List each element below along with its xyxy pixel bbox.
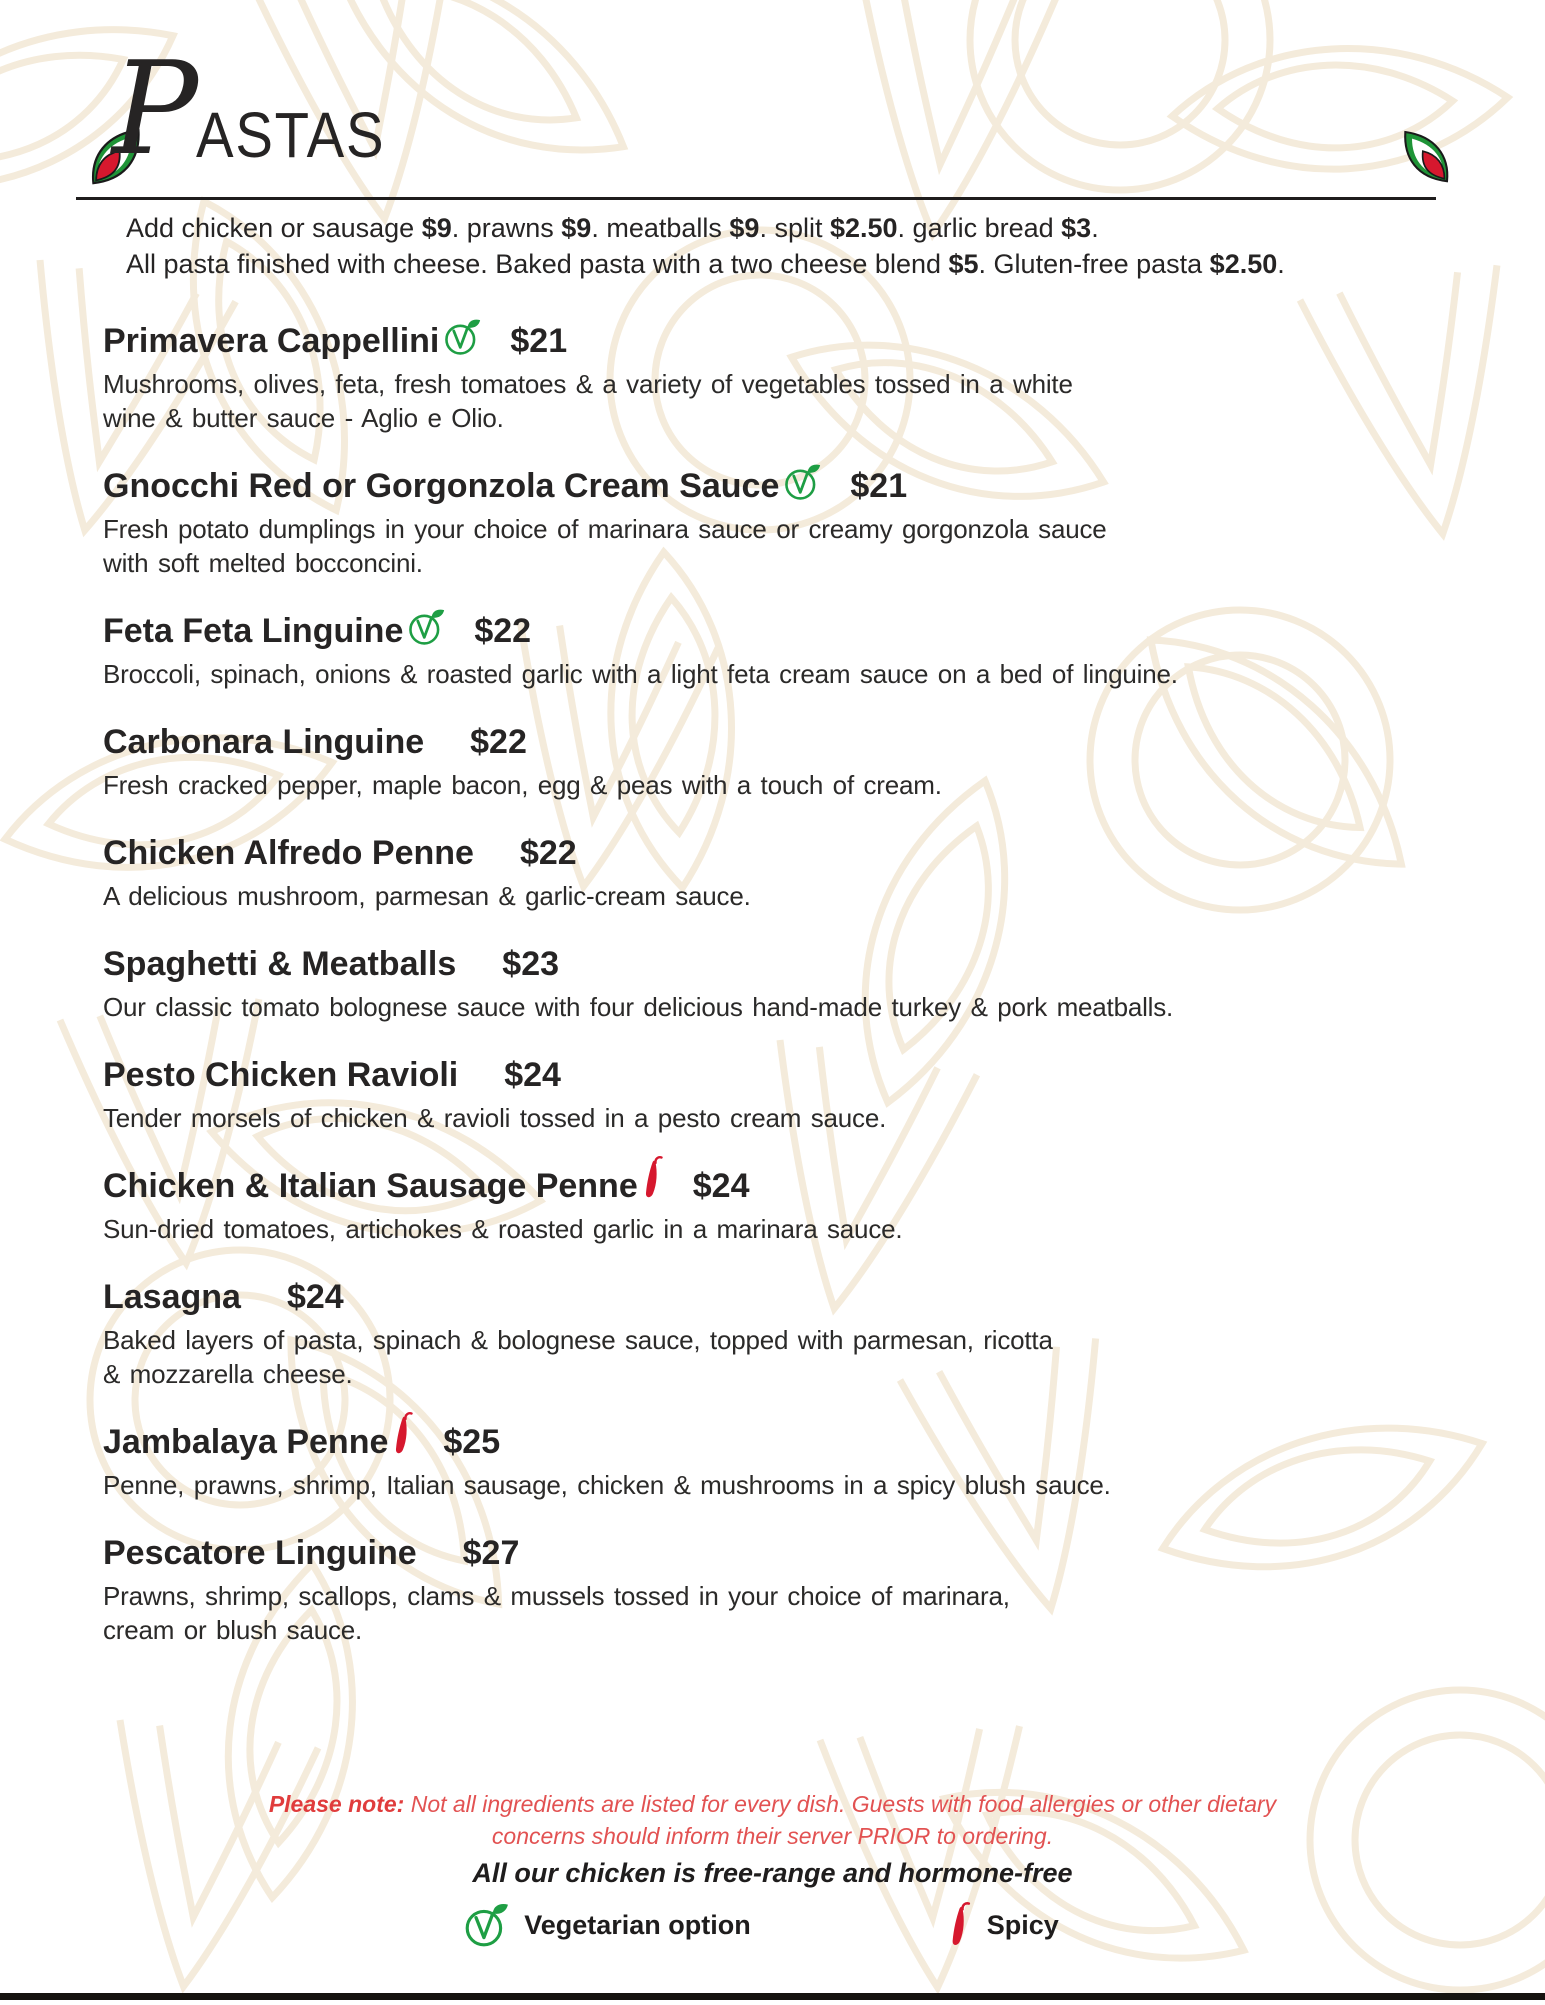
- page-title: ASTAS: [196, 99, 386, 171]
- item-name: Chicken & Italian Sausage Penne: [103, 1166, 638, 1205]
- menu-footer: [0, 1788, 1545, 1949]
- note-text-segment: . Gluten-free pasta: [978, 248, 1210, 279]
- item-description-line: Mushrooms, olives, feta, fresh tomatoes & a variety of vegetables tossed in a white: [103, 369, 1073, 399]
- note-text-segment: Add chicken or sausage: [126, 213, 422, 243]
- item-description: [103, 657, 1178, 691]
- spicy-legend-label: Spicy: [986, 1909, 1059, 1940]
- item-price: $24: [286, 1277, 344, 1316]
- vegetarian-icon: [782, 463, 822, 501]
- menu-item-feta-feta-linguine: [103, 610, 1178, 691]
- item-price: $21: [850, 466, 908, 505]
- item-price: $24: [692, 1166, 750, 1205]
- page-title-script-initial: P: [112, 35, 199, 184]
- item-description-line: with soft melted bocconcini.: [103, 548, 423, 578]
- menu-item-primavera-cappellini: [103, 320, 1163, 435]
- item-price: $25: [443, 1422, 501, 1461]
- item-description-line: Tender morsels of chicken & ravioli tossed in a pesto cream sauce.: [103, 1103, 887, 1133]
- spicy-chili-icon: [643, 1155, 665, 1201]
- note-price-segment: $2.50: [829, 213, 898, 243]
- note-text-segment: . split: [759, 213, 830, 243]
- menu-item-chicken-alfredo-penne: [103, 832, 1163, 913]
- allergy-note-line-2: concerns should inform their server PRIOR to ordering.: [491, 1823, 1054, 1850]
- menu-item-pescatore-linguine: [103, 1532, 1163, 1647]
- item-name: Feta Feta Linguine: [103, 611, 404, 650]
- item-name: Gnocchi Red or Gorgonzola Cream Sauce: [103, 466, 780, 505]
- item-price: $22: [474, 611, 532, 650]
- item-description: [103, 1101, 1163, 1135]
- allergy-note-lead: Please note:: [268, 1791, 405, 1817]
- addons-note-line-1: [126, 211, 1285, 247]
- item-title-row: [103, 1165, 1163, 1207]
- note-price-segment: $9: [421, 213, 452, 243]
- note-text-segment: . prawns: [451, 213, 562, 243]
- item-description: [103, 879, 1163, 913]
- item-title-row: [103, 465, 1163, 507]
- item-name: Pesto Chicken Ravioli: [103, 1055, 459, 1094]
- item-title-row: [103, 610, 1163, 652]
- item-price: $22: [470, 722, 527, 761]
- spicy-chili-icon: [393, 1411, 415, 1457]
- item-description: [103, 367, 1163, 435]
- item-title-row: [103, 1421, 1163, 1463]
- item-description: [103, 990, 1174, 1024]
- item-title-row: [103, 1276, 1163, 1318]
- menu-item-carbonara-linguine: [103, 721, 1163, 802]
- icon-legend: [0, 1901, 1533, 1949]
- item-price: $27: [462, 1533, 520, 1572]
- item-description: [103, 1212, 1163, 1246]
- note-text-segment: All pasta finished with cheese. Baked pasta with a two cheese blend: [126, 248, 949, 279]
- chicken-note: All our chicken is free-range and hormone-free: [472, 1858, 1073, 1889]
- item-description-line: Fresh potato dumplings in your choice of marinara sauce or creamy gorgonzola sauce: [103, 514, 1107, 544]
- item-title-row: [103, 943, 1163, 985]
- item-name: Carbonara Linguine: [103, 722, 425, 761]
- vegetarian-icon: [406, 608, 446, 646]
- item-description: [103, 1323, 1163, 1391]
- vegetarian-icon: [442, 318, 482, 356]
- note-text-segment: . garlic bread: [897, 213, 1062, 243]
- menu-item-pesto-chicken-ravioli: [103, 1054, 1163, 1135]
- item-description-line: Penne, prawns, shrimp, Italian sausage, chicken & mushrooms in a spicy blush sauce.: [103, 1470, 1111, 1500]
- menu-item-spaghetti-meatballs: [103, 943, 1174, 1024]
- item-description: [103, 1579, 1163, 1647]
- item-description-line: A delicious mushroom, parmesan & garlic-cream sauce.: [103, 881, 751, 911]
- menu-item-lasagna: [103, 1276, 1163, 1391]
- item-title-row: [103, 1054, 1163, 1096]
- allergy-note-line-1: [0, 1788, 1545, 1820]
- page-bottom-edge: [0, 1993, 1545, 2000]
- item-description-line: Fresh cracked pepper, maple bacon, egg & peas with a touch of cream.: [103, 770, 942, 800]
- item-description: [103, 1468, 1163, 1502]
- addons-note: [126, 211, 1285, 283]
- item-name: Spaghetti & Meatballs: [103, 944, 457, 983]
- note-price-segment: $2.50: [1209, 248, 1278, 279]
- item-description: [103, 768, 1163, 802]
- item-description-line: Sun-dried tomatoes, artichokes & roasted garlic in a marinara sauce.: [103, 1214, 903, 1244]
- note-text-segment: .: [1091, 213, 1099, 243]
- item-title-row: [103, 721, 1163, 763]
- pasta-menu-list: [103, 320, 1178, 1677]
- item-name: Jambalaya Penne: [103, 1422, 389, 1461]
- note-price-segment: $9: [561, 213, 592, 243]
- item-description-line: Prawns, shrimp, scallops, clams & mussels tossed in your choice of marinara,: [103, 1581, 1010, 1611]
- addons-note-line-2: [126, 247, 1285, 283]
- item-description-line: Broccoli, spinach, onions & roasted garlic with a light feta cream sauce on a bed of linguine.: [103, 659, 1178, 689]
- item-description-line: Baked layers of pasta, spinach & bolognese sauce, topped with parmesan, ricotta: [103, 1325, 1053, 1355]
- item-description-line: Our classic tomato bolognese sauce with four delicious hand-made turkey & pork meatballs.: [103, 992, 1174, 1022]
- item-title-row: [103, 320, 1163, 362]
- item-name: Primavera Cappellini: [103, 321, 440, 360]
- item-price: $21: [510, 321, 568, 360]
- note-price-segment: $9: [729, 213, 760, 243]
- allergy-note-text: Not all ingredients are listed for every dish. Guests with food allergies or other dietary: [404, 1791, 1277, 1817]
- spicy-chili-icon: [949, 1901, 973, 1949]
- note-text-segment: . meatballs: [591, 213, 730, 243]
- item-description-line: wine & butter sauce - Aglio e Olio.: [103, 403, 504, 433]
- brand-leaf-logo-right: [1402, 128, 1452, 186]
- item-name: Chicken Alfredo Penne: [103, 833, 474, 872]
- menu-item-gnocchi: [103, 465, 1163, 580]
- item-name: Pescatore Linguine: [103, 1533, 417, 1572]
- menu-item-chicken-italian-sausage-penne: [103, 1165, 1163, 1246]
- vegetarian-icon: [462, 1902, 510, 1948]
- item-title-row: [103, 832, 1163, 874]
- item-price: $22: [519, 833, 577, 872]
- item-price: $23: [502, 944, 560, 983]
- note-text-segment: .: [1277, 248, 1285, 279]
- item-description-line: & mozzarella cheese.: [103, 1359, 353, 1389]
- allergy-note: [0, 1788, 1545, 1852]
- item-description-line: cream or blush sauce.: [103, 1615, 363, 1645]
- legend-vegetarian: [462, 1902, 751, 1948]
- item-price: $24: [504, 1055, 561, 1094]
- note-price-segment: $5: [948, 248, 979, 279]
- header-divider-rule: [76, 197, 1436, 200]
- item-title-row: [103, 1532, 1163, 1574]
- item-description: [103, 512, 1163, 580]
- note-price-segment: $3: [1061, 213, 1092, 243]
- item-name: Lasagna: [103, 1277, 241, 1316]
- menu-item-jambalaya-penne: [103, 1421, 1163, 1502]
- vegetarian-legend-label: Vegetarian option: [524, 1909, 751, 1940]
- legend-spicy: [949, 1901, 1059, 1949]
